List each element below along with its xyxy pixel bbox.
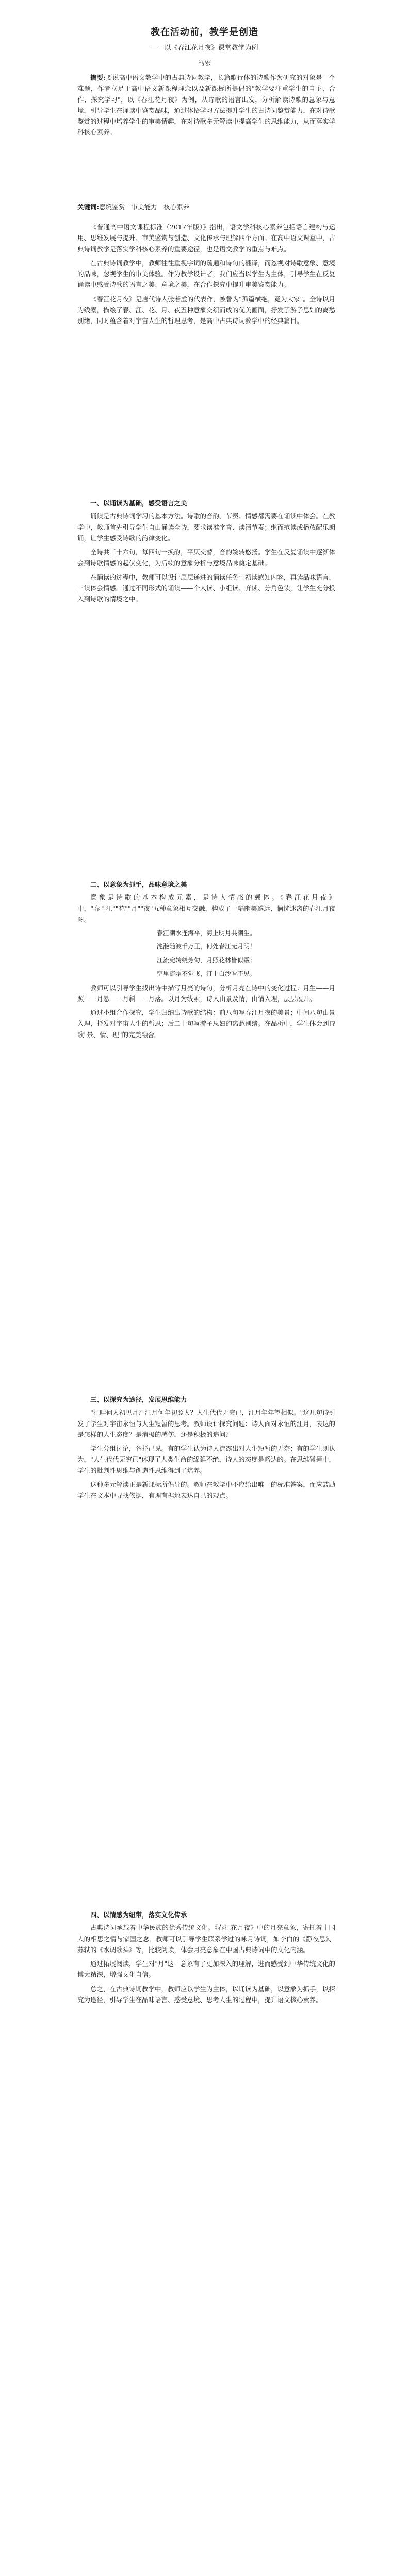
abstract — [77, 72, 335, 138]
section-paragraph: 诵读是古典诗词学习的基本方法。诗歌的音韵、节奏、情感都需要在诵读中体会。在教学中，教师首先引导学生自由诵读全诗，要求读准字音、读清节奏；继而范读或播放配乐朗诵，让学生感受诗歌的韵律变化。 — [77, 512, 336, 542]
section-paragraph: 这种多元解读正是新课标所倡导的。教师在教学中不应给出唯一的标准答案，而应鼓励学生在文本中寻找依据，有理有据地表达自己的观点。 — [77, 1480, 336, 1499]
section-paragraph: "江畔何人初见月？江月何年初照人？人生代代无穷已，江月年年望相似。"这几句诗引发了学生对宇宙永恒与人生短暂的思考。教师设计探究问题：诗人面对永恒的江月，表达的是怎样的人生态度？是消极的感伤，还是积极的追问？ — [77, 1409, 336, 1438]
section-paragraph: 全诗共三十六句，每四句一换韵，平仄交替，音韵婉转悠扬。学生在反复诵读中逐渐体会到诗歌情感的起伏变化，为后续的意象分析与意境品味奠定基础。 — [77, 548, 336, 567]
keywords-text: 意境鉴赏 审美能力 核心素养 — [99, 203, 190, 211]
body-paragraph: 《普通高中语文课程标准（2017年版）》指出，语文学科核心素养包括语言建构与运用、思维发展与提升、审美鉴赏与创造、文化传承与理解四个方面。在高中语文课堂中，古典诗词教学是落实学科核心素养的重要途径，也是语文教学的重点与难点。 — [77, 223, 336, 253]
abstract-label: 摘要: — [90, 74, 106, 81]
article-title: 教在活动前，教学是创造 — [151, 27, 258, 38]
section-paragraph: 通过拓展阅读，学生对"月"这一意象有了更加深入的理解，进而感受到中华传统文化的博大精深，增强文化自信。 — [77, 1960, 335, 1979]
section-heading: 二、以意象为抓手，品味意境之美 — [90, 880, 187, 888]
poem-line: 江流宛转绕芳甸，月照花林皆似霰； — [156, 956, 256, 964]
section-paragraph: 在诵读的过程中，教师可以设计层层递进的诵读任务：初读感知内容，再读品味语言，三读体会情感。通过不同形式的诵读——个人读、小组读、齐读、分角色读，让学生充分投入到诗歌的情境之中。 — [77, 573, 336, 603]
keywords — [77, 202, 335, 211]
section-4 — [77, 1906, 335, 2008]
poem-line: 滟滟随波千万里，何处春江无月明！ — [156, 943, 256, 951]
body-paragraph: 《春江花月夜》是唐代诗人张若虚的代表作，被誉为"孤篇横绝，竟为大家"。全诗以月为线索，描绘了春、江、花、月、夜五种意象交织而成的优美画面，抒发了游子思妇的离愁别绪，同时蕴含着对宇宙人生的哲理思考，是高中古典诗词教学中的经典篇目。 — [77, 295, 336, 325]
section-paragraph: 学生分组讨论，各抒己见。有的学生认为诗人流露出对人生短暂的无奈；有的学生则认为，"人生代代无穷已"体现了人类生命的绵延不绝，诗人的态度是豁达的。在思维碰撞中，学生的批判性思维与创造性思维得到了培养。 — [77, 1445, 336, 1475]
abstract-text: 要说高中语文教学中的古典诗词教学，长篇歌行体的诗歌作为研究的对象是一个难题，作者立足于高中语文新课程理念以及新课标所提倡的"教学要注重学生的自主、合作、探究学习"，以《春江花月夜》为例，从诗歌的语言出发，分析解读诗歌的意象与意境，引导学生在诵读中鉴赏品味，通过体悟学习方法提升学生的古诗词鉴赏能力，在对诗歌鉴赏的过程中培养学生的审美情趣，在对诗歌多元解读中提高学生的思维能力，从而落实学科核心素养。 — [77, 74, 336, 137]
section-2 — [77, 876, 335, 1043]
section-paragraph: 总之，在古典诗词教学中，教师应以学生为主体，以诵读为基础，以意象为抓手，以探究为途径，引导学生在品味语言、感受意境、思考人生的过程中，提升语文核心素养。 — [77, 1985, 336, 2004]
body-paragraph: 在古典诗词教学中，教师往往重视字词的疏通和诗句的翻译，而忽视对诗歌意象、意境的品味，忽视学生的审美体验。作为教学设计者，我们应当以学生为主体，引导学生在反复诵读中感受诗歌的语言之美、意境之美，在合作探究中提升审美鉴赏能力。 — [77, 259, 336, 289]
section-paragraph: 通过小组合作探究，学生归纳出诗歌的结构：前八句写春江月夜的美景；中间八句由景入理，抒发对宇宙人生的哲思；后二十句写游子思妇的离愁别绪。在品析中，学生体会到诗歌"景、情、理"的完美融合。 — [77, 1009, 336, 1039]
body-intro — [77, 222, 335, 329]
section-1 — [77, 495, 335, 607]
section-paragraph: 教师可以引导学生找出诗中描写月亮的诗句，分析月亮在诗中的变化过程：月生——月照——月悬——月斜——月落。以月为线索，诗人由景及情，由情入理，层层展开。 — [77, 984, 336, 1003]
section-heading: 四、以情感为纽带，落实文化传承 — [90, 1911, 187, 1919]
section-paragraph: 古典诗词承载着中华民族的优秀传统文化。《春江花月夜》中的月亮意象，寄托着中国人的相思之情与家国之念。教师可以引导学生联系学过的咏月诗词，如李白的《静夜思》、苏轼的《水调歌头》等，比较阅读，体会月亮意象在中国古典诗词中的文化内涵。 — [77, 1924, 335, 1954]
section-heading: 三、以探究为途径，发展思维能力 — [90, 1396, 187, 1403]
section-heading: 一、以诵读为基础，感受语言之美 — [90, 499, 187, 507]
section-3 — [77, 1391, 335, 1504]
section-paragraph: 意象是诗歌的基本构成元素，是诗人情感的载体。《春江花月夜》中，"春""江""花""月""夜"五种意象相互交融，构成了一幅幽美邈远、惝恍迷离的春江月夜图。 — [77, 893, 335, 923]
keywords-label: 关键词: — [77, 203, 100, 211]
article-subtitle: ——以《春江花月夜》课堂教学为例 — [151, 44, 258, 52]
article-author: 冯宏 — [198, 60, 211, 67]
poem-line: 空里流霜不觉飞，汀上白沙看不见。 — [156, 970, 256, 978]
poem-line: 春江潮水连海平，海上明月共潮生。 — [156, 929, 256, 937]
